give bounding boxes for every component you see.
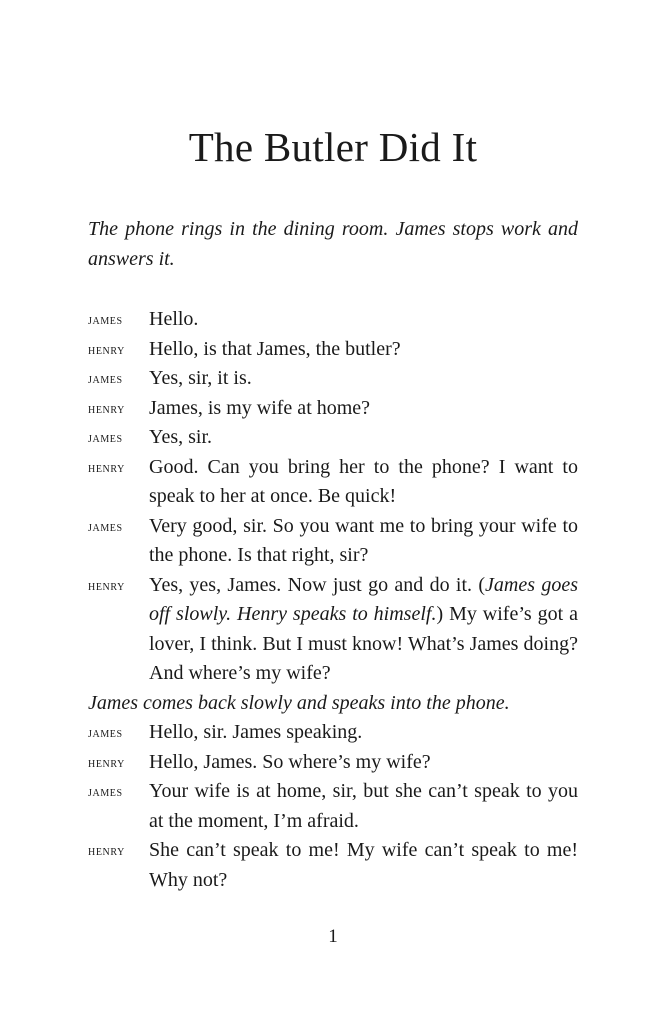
speech-text: She can’t speak to me! My wife can’t speak to me! Why not? <box>149 839 578 891</box>
speaker-name: james <box>88 431 123 446</box>
speaker-name: james <box>88 313 123 328</box>
speaker-name: henry <box>88 401 125 417</box>
dialogue-line <box>88 512 578 571</box>
opening-stage-direction: The phone rings in the dining room. James stops work and answers it. <box>88 218 578 270</box>
speaker-name: henry <box>88 755 125 771</box>
dialogue-line <box>88 364 578 394</box>
speech-text: Your wife is at home, sir, but she can’t speak to you at the moment, I’m afraid. <box>149 780 578 832</box>
dialogue-line <box>88 305 578 335</box>
speaker-name: james <box>88 726 123 741</box>
speech-text: Yes, sir, it is. <box>149 367 252 389</box>
speech-text: Hello, is that James, the butler? <box>149 337 401 360</box>
dialogue-line <box>88 335 578 365</box>
speaker-name: henry <box>88 342 125 358</box>
speaker-name: james <box>88 372 123 387</box>
speaker-name: james <box>88 519 123 535</box>
speaker-name: henry <box>88 844 125 859</box>
speech-text-after: ) My wife’s got a lover, I think. But I must know! What’s James doing? And where’s my wife? <box>149 603 578 684</box>
speech-text: Hello, James. So where’s my wife? <box>149 750 431 773</box>
dialogue-line <box>88 571 578 689</box>
speaker-name: henry <box>88 460 125 476</box>
dialogue-line <box>88 836 578 895</box>
dialogue <box>88 305 578 895</box>
book-page <box>88 0 578 1021</box>
speech-text: Very good, sir. So you want me to bring your wife to the phone. Is that right, sir? <box>149 514 578 566</box>
dialogue-line <box>88 394 578 424</box>
dialogue-line <box>88 718 578 748</box>
dialogue-line <box>88 748 578 778</box>
speaker-name: henry <box>88 578 125 594</box>
speech-text: Hello. <box>149 308 199 330</box>
dialogue-line <box>88 453 578 512</box>
page-number: 1 <box>328 926 338 947</box>
chapter-title: The Butler Did It <box>188 124 478 170</box>
inline-stage-direction: James goes off slowly. Henry speaks to himself. <box>149 573 578 625</box>
stage-direction: James comes back slowly and speaks into the phone. <box>88 691 510 714</box>
dialogue-line <box>88 777 578 836</box>
speech-text-before: Yes, yes, James. Now just go and do it. ( <box>149 573 486 596</box>
speech-text: Yes, sir. <box>149 426 212 448</box>
speaker-name: james <box>88 785 123 800</box>
speech-text: Good. Can you bring her to the phone? I want to speak to her at once. Be quick! <box>149 455 578 507</box>
dialogue-line <box>88 423 578 453</box>
speech-text: Hello, sir. James speaking. <box>149 721 363 743</box>
speech-text <box>149 571 578 689</box>
speech-text: James, is my wife at home? <box>149 396 371 419</box>
